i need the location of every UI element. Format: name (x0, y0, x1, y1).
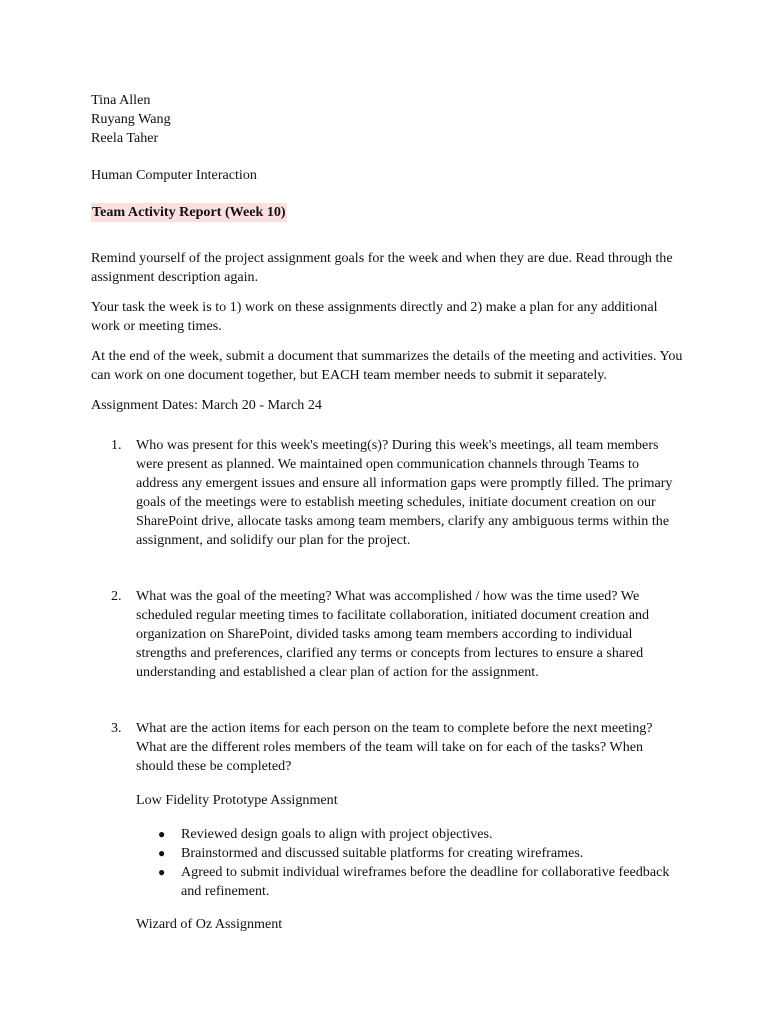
bullet-text: Agreed to submit individual wireframes before the deadline for collaborative feedback and refinement. (181, 864, 670, 899)
section-heading: Wizard of Oz Assignment (136, 916, 283, 932)
question-text: What was the goal of the meeting? What was accomplished / how was the time used? We scheduled regular meeting times to facilitate collaboration, initiated document creation and organization on SharePoint, divided tasks among team members according to individual strengths and preferences, clarified any terms or concepts from lectures to ensure a shared understanding and established a clear plan of action for the assignment. (136, 588, 650, 680)
intro-paragraph: Remind yourself of the project assignment goals for the week and when they are due. Read through the assignment description again. (91, 250, 673, 285)
question-item (91, 436, 678, 550)
question-text: Who was present for this week's meeting(s)? During this week's meetings, all team members were present as planned. We maintained open communication channels through Teams to address any emergent issues and ensure all information gaps were promptly filled. The primary goals of the meetings were to establish meeting schedules, initiate document creation on our SharePoint drive, allocate tasks among team members, clarify any ambiguous terms within the assignment, and solidify our plan for the project. (136, 437, 673, 548)
author-name: Ruyang Wang (91, 111, 171, 127)
intro-paragraph: Your task the week is to 1) work on these assignments directly and 2) make a plan for any additional work or meeting times. (91, 299, 658, 334)
question-text: What are the action items for each person on the team to complete before the next meeting? What are the different roles members of the team will take on for each of the tasks? When should these be completed? (136, 720, 653, 774)
question-number: 1. (111, 437, 122, 453)
author-list (91, 91, 688, 148)
bullet-icon: ● (158, 827, 166, 841)
bullet-text: Brainstormed and discussed suitable platforms for creating wireframes. (181, 845, 584, 861)
assignment-dates: Assignment Dates: March 20 - March 24 (91, 397, 322, 413)
bullet-list (136, 825, 678, 901)
author-name: Tina Allen (91, 92, 151, 108)
question-number: 2. (111, 588, 122, 604)
bullet-item (136, 825, 671, 844)
report-title: Team Activity Report (Week 10) (92, 204, 286, 220)
bullet-icon: ● (158, 846, 166, 860)
question-item (91, 587, 678, 682)
bullet-text: Reviewed design goals to align with project objectives. (181, 826, 493, 842)
bullet-item (136, 844, 671, 863)
course-name: Human Computer Interaction (91, 167, 257, 183)
question-number: 3. (111, 720, 122, 736)
author-name: Reela Taher (91, 130, 159, 146)
section-heading: Low Fidelity Prototype Assignment (136, 792, 338, 808)
bullet-item (136, 863, 671, 901)
question-list (91, 436, 688, 934)
question-item (91, 719, 678, 934)
bullet-icon: ● (158, 865, 166, 879)
intro-paragraph: At the end of the week, submit a document that summarizes the details of the meeting and activities. You can work on one document together, but EACH team member needs to submit it separately. (91, 348, 683, 383)
